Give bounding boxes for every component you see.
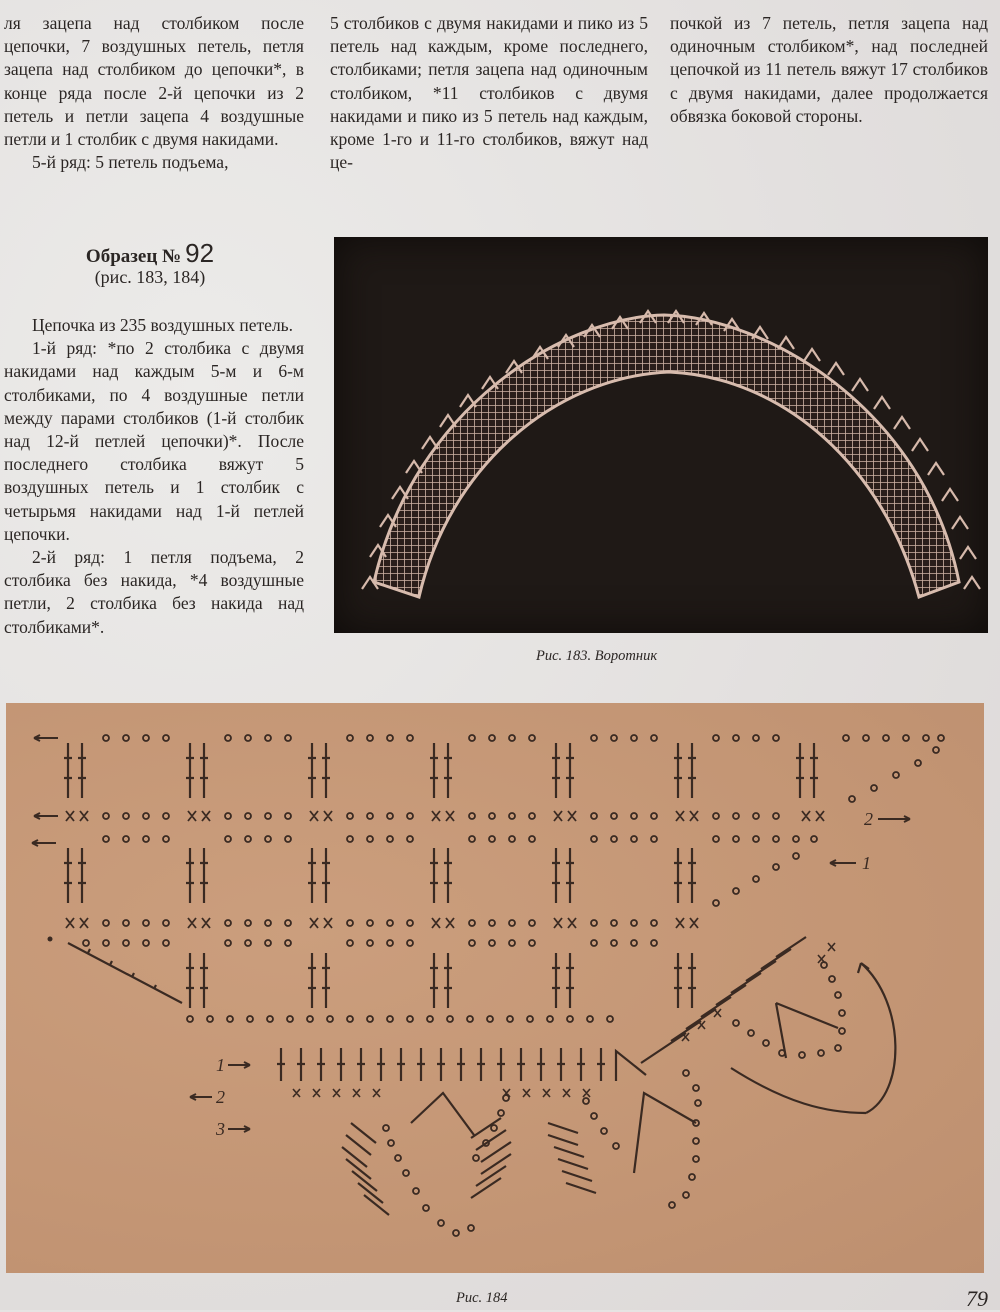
- row-label-3-bottom: 3: [216, 1119, 225, 1139]
- row-label-2-top: 2: [864, 809, 873, 829]
- row-label-1-top: 1: [862, 853, 871, 873]
- sample-heading-label: Образец №: [85, 246, 182, 267]
- column-1-instructions: [4, 314, 304, 639]
- page-number: 79: [966, 1286, 988, 1311]
- figure-183-collar-photo: [334, 237, 988, 633]
- paragraph-row-5-end: почкой из 7 петель, петля зацепа над одиночным столбиком*, над последней цепочкой из 11 петель вяжут 17 столбиков с двумя накидами, далее продолжается обвязка боковой стороны.: [670, 13, 988, 126]
- sample-number: 92: [185, 238, 215, 268]
- row-label-1-bottom: 1: [216, 1055, 225, 1075]
- figure-184-caption: Рис. 184: [456, 1290, 508, 1306]
- paragraph-row-5-cont: 5 столбиков с двумя накидами и пико из 5 петель над каждым, кроме последнего, столбиками; петля зацепа над одиночным столбиком, *11 столбиков с двумя накидами и пико из 5 петель над каждым, кроме 1-го и 11-го столбиков, вяжут над це-: [330, 13, 648, 173]
- column-1-top-text: [4, 12, 304, 174]
- edging-stitches: [277, 937, 895, 1215]
- paragraph-row-1: 1-й ряд: *по 2 столбика с двумя накидами над каждым 5-м и 6-м столбиками, по 4 воздушные петли между парами столбиков (1-й столбик над 12-й петлей цепочки)*. После последнего столбика вяжут 5 воздушных петель и 1 столбик с четырьмя накидами над 1-й петлей цепочки.: [4, 338, 304, 544]
- paragraph-row-5: 5-й ряд: 5 петель подъема,: [32, 152, 229, 173]
- paragraph-row-2: 2-й ряд: 1 петля подъема, 2 столбика без накида, *4 воздушные петли, 2 столбика без накида над столбиками*.: [4, 547, 304, 637]
- paragraph-chain: Цепочка из 235 воздушных петель.: [32, 315, 294, 335]
- mesh-grid-stitches: [48, 735, 945, 1022]
- sample-heading: [0, 238, 300, 288]
- paragraph-continuation: ля зацепа над столбиком после цепочки, 7 воздушных петель, петля зацепа над столбиком до цепочки*, в конце ряда после 2-й цепочки из 2 петель и петли зацепа 4 воздушные петли и 1 столбик с двумя накидами.: [4, 13, 304, 150]
- row-label-2-bottom: 2: [216, 1087, 225, 1107]
- row-direction-arrows: [32, 735, 58, 846]
- figure-184-crochet-chart: [6, 703, 984, 1273]
- sample-figure-ref: (рис. 183, 184): [94, 267, 206, 287]
- crochet-stitch-diagram: [6, 703, 984, 1273]
- figure-183-caption: Рис. 183. Воротник: [536, 648, 658, 664]
- collar-illustration: [334, 237, 988, 633]
- column-3-top-text: [670, 12, 988, 128]
- column-2-top-text: [330, 12, 648, 174]
